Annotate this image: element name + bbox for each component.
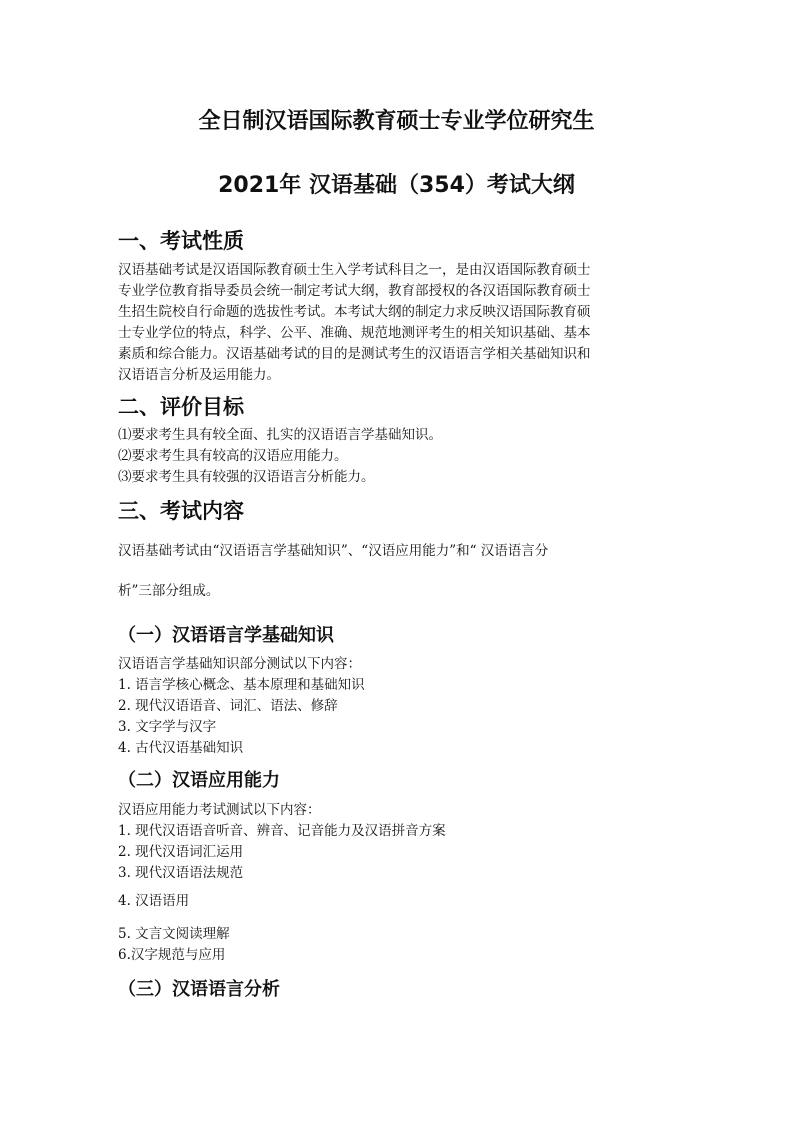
list-item: 4. 古代汉语基础知识 [118, 740, 244, 756]
document-subtitle: 2021年 汉语基础（354）考试大纲 [218, 173, 575, 198]
paragraph-line: 汉语语言分析及运用能力。 [118, 367, 280, 383]
list-item: ⑵要求考生具有较高的汉语应用能力。 [118, 448, 348, 464]
section-heading: 一、考试性质 [118, 229, 244, 253]
subsection-heading: （三）汉语语言分析 [118, 979, 280, 1000]
paragraph-line: 专业学位教育指导委员会统一制定考试大纲，教育部授权的各汉语国际教育硕士 [118, 283, 591, 299]
list-item: 6.汉字规范与应用 [118, 947, 226, 963]
list-item: 5. 文言文阅读理解 [118, 926, 230, 942]
paragraph-line: 汉语语言学基础知识部分测试以下内容： [118, 656, 361, 672]
list-item: 4. 汉语语用 [118, 893, 190, 909]
paragraph-line: 生招生院校自行命题的选拔性考试。本考试大纲的制定力求反映汉语国际教育硕 [118, 304, 591, 320]
paragraph-line: 汉语基础考试是汉语国际教育硕士生入学考试科目之一，是由汉语国际教育硕士 [118, 262, 591, 278]
list-item: 3. 文字学与汉字 [118, 719, 217, 735]
paragraph-line: 汉语基础考试由“汉语语言学基础知识”、“汉语应用能力”和“ 汉语语言分 [118, 543, 549, 559]
paragraph-line: 析”三部分组成。 [118, 583, 220, 599]
list-item: 1. 现代汉语语音听音、辨音、记音能力及汉语拼音方案 [118, 823, 446, 839]
paragraph-line: 汉语应用能力考试测试以下内容： [118, 802, 321, 818]
section-heading: 二、评价目标 [118, 395, 244, 419]
list-item: 2. 现代汉语语音、词汇、语法、修辞 [118, 698, 338, 714]
list-item: ⑶要求考生具有较强的汉语语言分析能力。 [118, 469, 375, 485]
section-heading: 三、考试内容 [118, 499, 244, 523]
list-item: 2. 现代汉语词汇运用 [118, 844, 244, 860]
paragraph-line: 士专业学位的特点，科学、公平、准确、规范地测评考生的相关知识基础、基本 [118, 325, 591, 341]
list-item: ⑴要求考生具有较全面、扎实的汉语语言学基础知识。 [118, 427, 442, 443]
document-title: 全日制汉语国际教育硕士专业学位研究生 [198, 109, 595, 134]
list-item: 3. 现代汉语语法规范 [118, 865, 244, 881]
subsection-heading: （一）汉语语言学基础知识 [118, 625, 334, 646]
paragraph-line: 素质和综合能力。汉语基础考试的目的是测试考生的汉语语言学相关基础知识和 [118, 346, 591, 362]
subsection-heading: （二）汉语应用能力 [118, 770, 280, 791]
list-item: 1. 语言学核心概念、基本原理和基础知识 [118, 677, 365, 693]
